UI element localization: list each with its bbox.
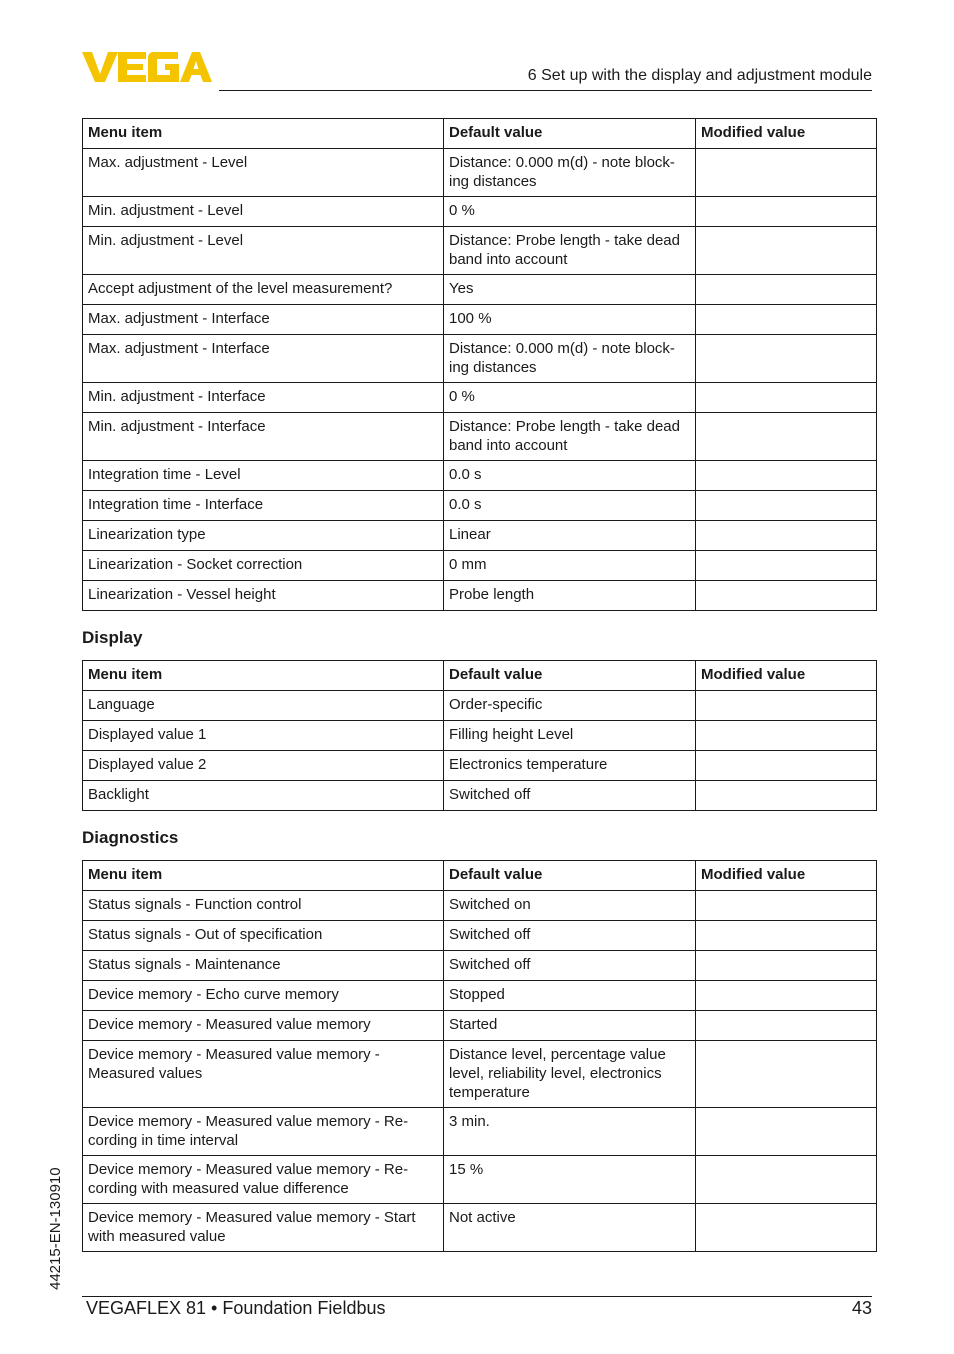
footer-rule	[82, 1296, 872, 1297]
column-header-default-value: Default value	[444, 119, 696, 149]
table-row	[83, 1011, 877, 1041]
column-header-menu-item: Menu item	[83, 119, 444, 149]
modified-value-cell	[696, 335, 877, 383]
menu-item-cell: Linearization - Socket correction	[83, 551, 444, 581]
column-header-modified-value: Modified value	[696, 119, 877, 149]
menu-item-cell: Displayed value 1	[83, 721, 444, 751]
modified-value-cell	[696, 275, 877, 305]
table-header-row	[83, 119, 877, 149]
default-value-cell: Switched off	[444, 951, 696, 981]
table-row	[83, 1108, 877, 1156]
table-row	[83, 461, 877, 491]
menu-item-cell: Device memory - Measured value memory - Re- cording with measured value difference	[83, 1156, 444, 1204]
modified-value-cell	[696, 305, 877, 335]
page-number: 43	[851, 1298, 872, 1318]
menu-item-cell: Device memory - Measured value memory - Measured values	[83, 1041, 444, 1108]
modified-value-cell	[696, 781, 877, 811]
table-row	[83, 551, 877, 581]
default-value-cell: 100 %	[444, 305, 696, 335]
menu-item-cell: Integration time - Level	[83, 461, 444, 491]
table-row	[83, 305, 877, 335]
modified-value-cell	[696, 551, 877, 581]
modified-value-cell	[696, 691, 877, 721]
menu-item-cell: Backlight	[83, 781, 444, 811]
modified-value-cell	[696, 581, 877, 611]
table-row	[83, 149, 877, 197]
menu-item-cell: Device memory - Measured value memory	[83, 1011, 444, 1041]
footer-product-title: VEGAFLEX 81 • Foundation Fieldbus	[86, 1298, 386, 1318]
menu-item-cell: Device memory - Measured value memory - Start with measured value	[83, 1204, 444, 1252]
column-header-menu-item: Menu item	[83, 861, 444, 891]
menu-item-cell: Max. adjustment - Interface	[83, 335, 444, 383]
menu-item-cell: Max. adjustment - Level	[83, 149, 444, 197]
table-row	[83, 891, 877, 921]
menu-item-cell: Language	[83, 691, 444, 721]
column-header-menu-item: Menu item	[83, 661, 444, 691]
table-row	[83, 491, 877, 521]
column-header-modified-value: Modified value	[696, 661, 877, 691]
menu-item-cell: Accept adjustment of the level measurement?	[83, 275, 444, 305]
menu-item-cell: Max. adjustment - Interface	[83, 305, 444, 335]
column-header-modified-value: Modified value	[696, 861, 877, 891]
modified-value-cell	[696, 1204, 877, 1252]
table-row	[83, 197, 877, 227]
modified-value-cell	[696, 1108, 877, 1156]
table-row	[83, 721, 877, 751]
menu-item-cell: Status signals - Out of specification	[83, 921, 444, 951]
table-row	[83, 1041, 877, 1108]
default-value-cell: Switched on	[444, 891, 696, 921]
default-value-cell: 0 %	[444, 383, 696, 413]
default-value-cell: Order-specific	[444, 691, 696, 721]
table-row	[83, 781, 877, 811]
default-value-cell: Distance: Probe length - take dead band into account	[444, 227, 696, 275]
table-row	[83, 691, 877, 721]
default-value-cell: Switched off	[444, 921, 696, 951]
default-value-cell: Distance: 0.000 m(d) - note block- ing distances	[444, 335, 696, 383]
menu-item-cell: Min. adjustment - Interface	[83, 413, 444, 461]
modified-value-cell	[696, 1011, 877, 1041]
default-value-cell: Started	[444, 1011, 696, 1041]
default-value-cell: 0 mm	[444, 551, 696, 581]
menu-item-cell: Device memory - Measured value memory - Re- cording in time interval	[83, 1108, 444, 1156]
default-value-cell: Filling height Level	[444, 721, 696, 751]
modified-value-cell	[696, 721, 877, 751]
modified-value-cell	[696, 413, 877, 461]
table-row	[83, 951, 877, 981]
table-row	[83, 581, 877, 611]
table-header-row	[83, 861, 877, 891]
default-value-cell: 0.0 s	[444, 461, 696, 491]
menu-item-cell: Min. adjustment - Level	[83, 227, 444, 275]
table-row	[83, 335, 877, 383]
default-value-cell: 3 min.	[444, 1108, 696, 1156]
menu-item-cell: Min. adjustment - Level	[83, 197, 444, 227]
table-row	[83, 921, 877, 951]
modified-value-cell	[696, 891, 877, 921]
default-value-cell: 15 %	[444, 1156, 696, 1204]
column-header-default-value: Default value	[444, 661, 696, 691]
table-row	[83, 981, 877, 1011]
diagnostics-settings-table	[82, 860, 877, 1252]
default-value-cell: Probe length	[444, 581, 696, 611]
menu-item-cell: Device memory - Echo curve memory	[83, 981, 444, 1011]
modified-value-cell	[696, 951, 877, 981]
modified-value-cell	[696, 461, 877, 491]
table-row	[83, 521, 877, 551]
modified-value-cell	[696, 1041, 877, 1108]
display-heading: Display	[82, 628, 143, 647]
default-value-cell: Linear	[444, 521, 696, 551]
modified-value-cell	[696, 227, 877, 275]
modified-value-cell	[696, 521, 877, 551]
table-row	[83, 383, 877, 413]
default-value-cell: 0.0 s	[444, 491, 696, 521]
table-row	[83, 413, 877, 461]
column-header-default-value: Default value	[444, 861, 696, 891]
table-row	[83, 1204, 877, 1252]
modified-value-cell	[696, 383, 877, 413]
modified-value-cell	[696, 491, 877, 521]
modified-value-cell	[696, 981, 877, 1011]
menu-item-cell: Status signals - Function control	[83, 891, 444, 921]
adjustment-settings-table	[82, 118, 877, 611]
default-value-cell: Distance: 0.000 m(d) - note block- ing distances	[444, 149, 696, 197]
menu-item-cell: Linearization - Vessel height	[83, 581, 444, 611]
table-row	[83, 1156, 877, 1204]
default-value-cell: Distance: Probe length - take dead band into account	[444, 413, 696, 461]
display-settings-table	[82, 660, 877, 811]
menu-item-cell: Status signals - Maintenance	[83, 951, 444, 981]
menu-item-cell: Displayed value 2	[83, 751, 444, 781]
default-value-cell: Electronics temperature	[444, 751, 696, 781]
menu-item-cell: Min. adjustment - Interface	[83, 383, 444, 413]
table-header-row	[83, 661, 877, 691]
modified-value-cell	[696, 149, 877, 197]
menu-item-cell: Integration time - Interface	[83, 491, 444, 521]
menu-item-cell: Linearization type	[83, 521, 444, 551]
default-value-cell: Distance level, percentage value level, reliability level, electronics temperature	[444, 1041, 696, 1108]
modified-value-cell	[696, 1156, 877, 1204]
diagnostics-heading: Diagnostics	[82, 828, 179, 847]
chapter-title: 6 Set up with the display and adjustment module	[527, 67, 872, 84]
table-row	[83, 275, 877, 305]
default-value-cell: 0 %	[444, 197, 696, 227]
default-value-cell: Stopped	[444, 981, 696, 1011]
modified-value-cell	[696, 921, 877, 951]
default-value-cell: Switched off	[444, 781, 696, 811]
default-value-cell: Not active	[444, 1204, 696, 1252]
modified-value-cell	[696, 197, 877, 227]
default-value-cell: Yes	[444, 275, 696, 305]
table-row	[83, 751, 877, 781]
document-code: 44215-EN-130910	[47, 1167, 64, 1290]
modified-value-cell	[696, 751, 877, 781]
table-row	[83, 227, 877, 275]
vega-logo	[82, 50, 212, 84]
header-rule	[219, 90, 872, 91]
